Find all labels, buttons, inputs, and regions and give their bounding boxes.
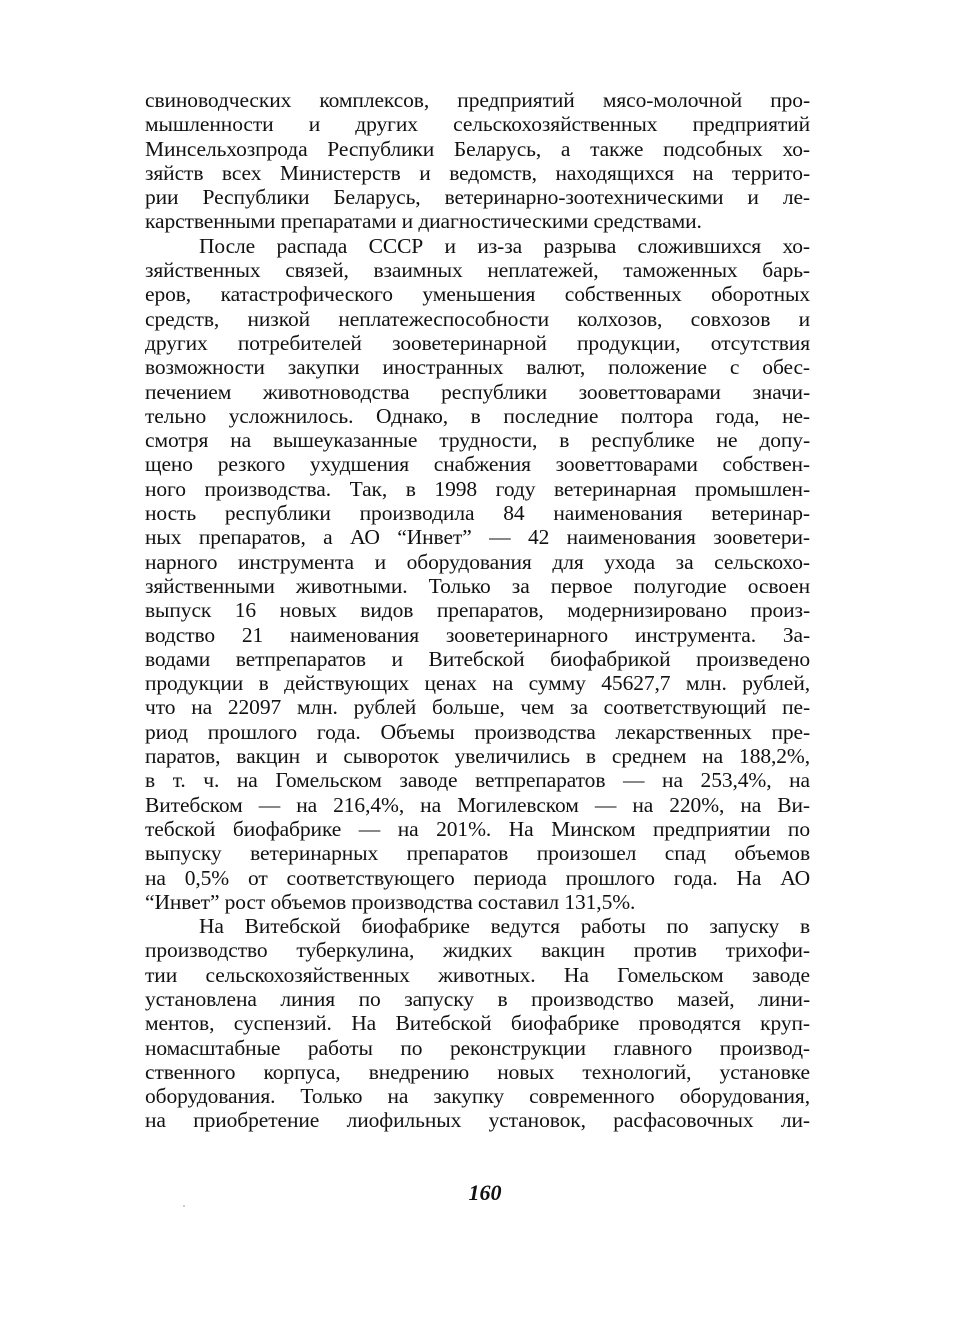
text-line: рии Республики Беларусь, ветеринарно-зоотехническими и ле- (145, 185, 810, 210)
text-line: средств, низкой неплатежеспособности колхозов, совхозов и (145, 306, 810, 331)
scan-speck (183, 1205, 185, 1207)
text-line: ного производства. Так, в 1998 году ветеринарная промышлен- (145, 476, 810, 501)
text-line: других потребителей зооветеринарной продукции, отсутствия (145, 330, 810, 355)
paragraph (145, 88, 810, 234)
text-line: выпуск 16 новых видов препаратов, модернизировано произ- (145, 598, 810, 623)
text-line: тебской биофабрике — на 201%. На Минском предприятии по (145, 816, 810, 841)
text-line: карственными препаратами и диагностическими средствами. (145, 209, 702, 234)
text-line: свиноводческих комплексов, предприятий мясо-молочной про- (145, 88, 810, 112)
text-line: “Инвет” рост объемов производства составил 131,5%. (145, 889, 636, 914)
text-line: в т. ч. на Гомельском заводе ветпрепаратов — на 253,4%, на (145, 768, 810, 793)
page-number: 160 (468, 1180, 502, 1205)
text-line: зяйств всех Министерств и ведомств, находящихся на террито- (145, 160, 810, 185)
text-line: ментов, суспензий. На Витебской биофабрике проводятся круп- (145, 1011, 810, 1036)
text-line: тии сельскохозяйственных животных. На Гомельском заводе (145, 962, 810, 987)
text-line: риод прошлого года. Объемы производства лекарственных пре- (145, 719, 810, 744)
text-line: ных препаратов, а АО “Инвет” — 42 наименования зооветери- (145, 525, 810, 550)
text-line: Минсельхозпрода Республики Беларусь, а также подсобных хо- (145, 136, 810, 161)
text-line: еров, катастрофического уменьшения собственных оборотных (145, 282, 810, 307)
text-line: тельно усложнилось. Однако, в последние полтора года, не- (145, 403, 810, 428)
text-line: На Витебской биофабрике ведутся работы по запуску в (199, 914, 810, 939)
text-line: выпуску ветеринарных препаратов произошел спад объемов (145, 841, 810, 866)
body-text (145, 88, 810, 1133)
text-line: оборудования. Только на закупку современного оборудования, (145, 1084, 810, 1109)
text-line: ственного корпуса, внедрению новых технологий, установке (145, 1059, 810, 1084)
text-line: возможности закупки иностранных валют, положение с обес- (145, 355, 810, 380)
text-line: нарного инструмента и оборудования для ухода за сельскохо- (145, 549, 810, 574)
text-line: печением животноводства республики зооветтоварами значи- (145, 379, 810, 404)
text-line: зяйственными животными. Только за первое полугодие освоен (145, 573, 810, 598)
text-line: ность республики производила 84 наименования ветеринар- (145, 501, 810, 526)
text-line: на приобретение лиофильных установок, расфасовочных ли- (145, 1108, 810, 1133)
text-line: смотря на вышеуказанные трудности, в республике не допу- (145, 428, 810, 453)
text-line: щено резкого ухудшения снабжения зооветтоварами собствен- (145, 452, 810, 477)
text-line: водство 21 наименования зооветеринарного инструмента. За- (145, 622, 810, 647)
text-line: установлена линия по запуску в производство мазей, лини- (145, 986, 810, 1011)
text-line: После распада СССР и из-за разрыва сложившихся хо- (199, 233, 810, 258)
text-line: мышленности и других сельскохозяйственных предприятий (145, 112, 810, 137)
paragraph (145, 914, 810, 1133)
text-line: водами ветпрепаратов и Витебской биофабрикой произведено (145, 646, 810, 671)
text-line: паратов, вакцин и сывороток увеличились в среднем на 188,2%, (145, 744, 810, 769)
paragraph (145, 234, 810, 914)
text-line: на 0,5% от соответствующего периода прошлого года. На АО (145, 865, 810, 890)
text-line: зяйственных связей, взаимных неплатежей, таможенных барь- (145, 258, 810, 283)
text-line: производство туберкулина, жидких вакцин против трихофи- (145, 938, 810, 963)
text-line: Витебском — на 216,4%, на Могилевском — на 220%, на Ви- (145, 792, 810, 817)
text-line: что на 22097 млн. рублей больше, чем за соответствующий пе- (145, 695, 810, 720)
text-line: продукции в действующих ценах на сумму 45627,7 млн. рублей, (145, 671, 810, 696)
text-line: номасштабные работы по реконструкции главного производ- (145, 1035, 810, 1060)
